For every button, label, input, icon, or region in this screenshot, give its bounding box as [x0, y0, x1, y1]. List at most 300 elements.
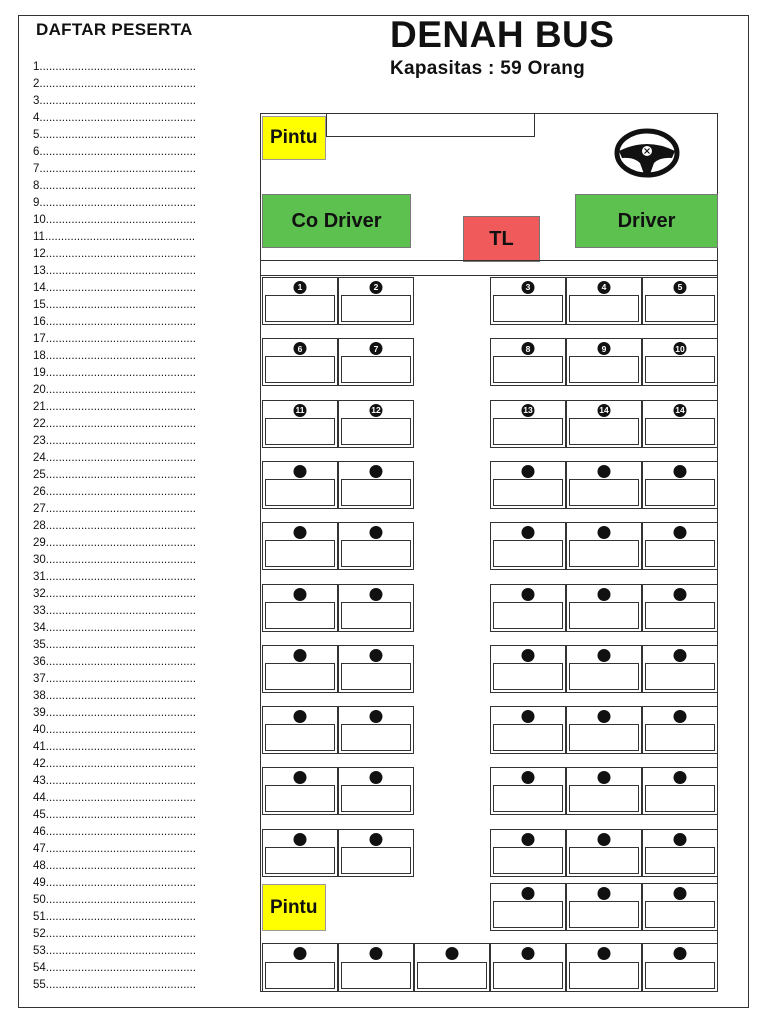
- participant-number: 32.: [33, 588, 49, 600]
- tour-leader-seat: TL: [463, 216, 540, 262]
- seat-number-badge: 13: [523, 404, 533, 415]
- back-row-seat: [262, 943, 338, 992]
- seat-cushion: [569, 785, 639, 812]
- passenger-seat: [642, 706, 718, 754]
- seat-number-badge: [522, 771, 535, 784]
- seat-number-badge: 1: [294, 281, 307, 294]
- seat-number-badge: [522, 526, 535, 539]
- participant-line: [33, 826, 196, 839]
- participant-blank: ................................................: [42, 112, 196, 124]
- passenger-seat: [490, 767, 566, 815]
- participant-number: 22.: [33, 418, 49, 430]
- seat-number-badge: [598, 710, 611, 723]
- participant-number: 13.: [33, 265, 49, 277]
- participant-number: 7.: [33, 163, 43, 175]
- participant-line: [33, 758, 196, 771]
- participant-line: [33, 248, 196, 261]
- participant-blank: ..............................................: [49, 503, 196, 515]
- participant-number: 41.: [33, 741, 49, 753]
- seat-cushion: [569, 602, 639, 629]
- participant-line: [33, 95, 196, 108]
- participant-blank: ..............................................: [49, 877, 196, 889]
- passenger-seat: [338, 338, 414, 386]
- seat-number-badge: [522, 465, 535, 478]
- seat-cushion: [645, 295, 715, 322]
- passenger-seat: [338, 522, 414, 570]
- seat-cushion: [569, 540, 639, 567]
- seat-number-badge: [370, 526, 383, 539]
- seat-cushion: [265, 962, 335, 989]
- seat-cushion: [265, 295, 335, 322]
- participant-line: [33, 231, 195, 244]
- passenger-seat: [262, 829, 338, 877]
- participant-line: [33, 605, 196, 618]
- participant-blank: ..............................................: [49, 520, 196, 532]
- participant-number: 42.: [33, 758, 49, 770]
- seat-number-badge: [294, 833, 307, 846]
- participant-blank: ................................................: [42, 61, 196, 73]
- seat-cushion: [341, 295, 411, 322]
- participant-blank: ..............................................: [49, 622, 196, 634]
- seat-cushion: [341, 418, 411, 445]
- seat-cushion: [645, 479, 715, 506]
- participant-line: [33, 401, 196, 414]
- participant-number: 14.: [33, 282, 49, 294]
- front-door: Pintu: [262, 116, 326, 160]
- seat-number-badge: [674, 771, 687, 784]
- passenger-seat: [262, 400, 338, 448]
- participant-blank: ..............................................: [49, 588, 196, 600]
- participant-blank: ..............................................: [49, 945, 196, 957]
- participant-blank: ..............................................: [49, 486, 196, 498]
- participant-blank: ................................................: [42, 146, 196, 158]
- seat-number-badge: 7: [370, 342, 383, 355]
- participant-number: 36.: [33, 656, 49, 668]
- passenger-seat: [642, 883, 718, 931]
- participant-blank: ..............................................: [49, 775, 196, 787]
- passenger-seat: [566, 584, 642, 632]
- passenger-seat: [338, 584, 414, 632]
- participant-number: 39.: [33, 707, 49, 719]
- passenger-seat: [490, 645, 566, 693]
- participant-number: 11.: [33, 231, 49, 243]
- passenger-seat: [490, 584, 566, 632]
- passenger-seat: [566, 277, 642, 325]
- participant-blank: ..............................................: [49, 928, 196, 940]
- passenger-seat: [490, 338, 566, 386]
- seat-cushion: [493, 540, 563, 567]
- seat-cushion: [493, 663, 563, 690]
- passenger-seat: [262, 584, 338, 632]
- participant-number: 5.: [33, 129, 43, 141]
- passenger-seat: [262, 461, 338, 509]
- seat-cushion: [341, 785, 411, 812]
- seat-number-badge: [598, 947, 611, 960]
- seat-cushion: [341, 356, 411, 383]
- participant-blank: ................................................: [42, 95, 196, 107]
- participant-blank: ..............................................: [49, 673, 196, 685]
- participant-line: [33, 350, 196, 363]
- participant-line: [33, 486, 196, 499]
- participant-line: [33, 146, 196, 159]
- participant-number: 15.: [33, 299, 49, 311]
- seat-cushion: [493, 785, 563, 812]
- seat-cushion: [493, 602, 563, 629]
- participant-blank: ..............................................: [48, 231, 196, 243]
- passenger-seat: [642, 338, 718, 386]
- seat-cushion: [265, 479, 335, 506]
- back-row-seat: [338, 943, 414, 992]
- participant-line: [33, 520, 196, 533]
- participant-line: [33, 571, 196, 584]
- passenger-seat: [642, 400, 718, 448]
- participant-line: [33, 265, 196, 278]
- participant-blank: ..............................................: [49, 367, 196, 379]
- back-row-seat: [414, 943, 490, 992]
- seat-number-badge: 4: [598, 281, 611, 294]
- passenger-seat: [338, 645, 414, 693]
- seat-cushion: [493, 479, 563, 506]
- seat-number-badge: [674, 833, 687, 846]
- participant-number: 30.: [33, 554, 49, 566]
- seat-number-badge: [370, 947, 383, 960]
- participant-number: 4.: [33, 112, 43, 124]
- participant-blank: ..............................................: [49, 639, 196, 651]
- participant-number: 38.: [33, 690, 49, 702]
- participant-blank: ..............................................: [49, 401, 196, 413]
- participant-blank: ..............................................: [49, 571, 196, 583]
- participant-list-title: DAFTAR PESERTA: [36, 20, 193, 39]
- page-title: DENAH BUS: [390, 14, 615, 55]
- participant-blank: ..............................................: [49, 605, 196, 617]
- seat-cushion: [341, 663, 411, 690]
- participant-blank: ..............................................: [49, 656, 196, 668]
- seat-number-badge: [598, 588, 611, 601]
- participant-blank: ..............................................: [49, 962, 196, 974]
- seat-number-badge: 2: [370, 281, 383, 294]
- participant-line: [33, 112, 196, 125]
- participant-line: [33, 962, 196, 975]
- seat-cushion: [645, 663, 715, 690]
- participant-line: [33, 299, 196, 312]
- seat-number-badge: [598, 526, 611, 539]
- seat-cushion: [493, 847, 563, 874]
- seat-number-badge: 10: [675, 343, 685, 354]
- seat-cushion: [645, 962, 715, 989]
- participant-blank: ..............................................: [49, 741, 196, 753]
- back-row-seat: [566, 943, 642, 992]
- participant-number: 47.: [33, 843, 49, 855]
- seat-number-badge: [598, 649, 611, 662]
- seat-cushion: [569, 479, 639, 506]
- participant-line: [33, 911, 196, 924]
- participant-line: [33, 928, 196, 941]
- passenger-seat: [566, 883, 642, 931]
- seat-cushion: [645, 540, 715, 567]
- passenger-seat: [566, 522, 642, 570]
- participant-line: [33, 197, 196, 210]
- participant-number: 23.: [33, 435, 49, 447]
- participant-line: [33, 384, 196, 397]
- participant-line: [33, 61, 196, 74]
- seat-cushion: [569, 418, 639, 445]
- participant-number: 29.: [33, 537, 49, 549]
- seat-cushion: [569, 295, 639, 322]
- participant-number: 10.: [33, 214, 49, 226]
- seat-number-badge: [598, 771, 611, 784]
- participant-number: 21.: [33, 401, 49, 413]
- participant-line: [33, 979, 196, 992]
- passenger-seat: [262, 338, 338, 386]
- participant-line: [33, 554, 196, 567]
- participant-blank: ..............................................: [49, 843, 196, 855]
- seat-cushion: [569, 663, 639, 690]
- participant-blank: ..............................................: [49, 214, 196, 226]
- seat-cushion: [569, 847, 639, 874]
- seat-cushion: [265, 785, 335, 812]
- participant-blank: ................................................: [42, 163, 196, 175]
- participant-line: [33, 78, 196, 91]
- participant-line: [33, 503, 196, 516]
- participant-line: [33, 214, 196, 227]
- seat-cushion: [265, 602, 335, 629]
- participant-line: [33, 418, 196, 431]
- passenger-seat: [566, 338, 642, 386]
- participant-number: 28.: [33, 520, 49, 532]
- passenger-seat: [490, 461, 566, 509]
- seat-cushion: [265, 663, 335, 690]
- participant-line: [33, 741, 196, 754]
- passenger-seat: [490, 829, 566, 877]
- seat-cushion: [341, 479, 411, 506]
- seat-cushion: [645, 356, 715, 383]
- participant-line: [33, 690, 196, 703]
- passenger-seat: [566, 400, 642, 448]
- seat-cushion: [265, 847, 335, 874]
- seat-number-badge: [674, 710, 687, 723]
- seat-number-badge: [294, 649, 307, 662]
- passenger-seat: [262, 767, 338, 815]
- seat-number-badge: 11: [295, 404, 305, 415]
- participant-line: [33, 792, 196, 805]
- participant-number: 54.: [33, 962, 49, 974]
- passenger-seat: [262, 645, 338, 693]
- seat-number-badge: 6: [294, 342, 307, 355]
- seat-cushion: [645, 785, 715, 812]
- seat-number-badge: [674, 465, 687, 478]
- seat-number-badge: [522, 887, 535, 900]
- seat-number-badge: 8: [522, 342, 535, 355]
- seat-number-badge: [370, 465, 383, 478]
- seat-number-badge: [370, 710, 383, 723]
- passenger-seat: [262, 522, 338, 570]
- seat-number-badge: [370, 771, 383, 784]
- participant-blank: ................................................: [42, 180, 196, 192]
- participant-number: 25.: [33, 469, 49, 481]
- passenger-seat: [338, 706, 414, 754]
- participant-line: [33, 452, 196, 465]
- seat-number-badge: [370, 649, 383, 662]
- seat-cushion: [645, 847, 715, 874]
- passenger-seat: [262, 706, 338, 754]
- participant-blank: ..............................................: [49, 435, 196, 447]
- seat-cushion: [341, 962, 411, 989]
- participant-blank: ..............................................: [49, 707, 196, 719]
- seat-number-badge: [294, 465, 307, 478]
- seat-cushion: [645, 418, 715, 445]
- participant-line: [33, 894, 196, 907]
- passenger-seat: [642, 829, 718, 877]
- seat-number-badge: 14: [675, 404, 685, 415]
- seat-cushion: [645, 724, 715, 751]
- participant-blank: ..............................................: [49, 979, 196, 991]
- co-driver-seat: Co Driver: [262, 194, 411, 248]
- participant-number: 49.: [33, 877, 49, 889]
- participant-blank: ..............................................: [49, 911, 196, 923]
- seat-number-badge: [674, 526, 687, 539]
- passenger-seat: [490, 706, 566, 754]
- participant-number: 55.: [33, 979, 49, 991]
- passenger-seat: [566, 706, 642, 754]
- front-divider: [260, 260, 718, 276]
- passenger-seat: [642, 522, 718, 570]
- participant-line: [33, 163, 196, 176]
- seat-cushion: [417, 962, 487, 989]
- passenger-seat: [642, 277, 718, 325]
- passenger-seat: [338, 829, 414, 877]
- seat-number-badge: [294, 710, 307, 723]
- seat-cushion: [493, 418, 563, 445]
- participant-number: 37.: [33, 673, 49, 685]
- seat-cushion: [569, 356, 639, 383]
- seat-cushion: [265, 540, 335, 567]
- back-row-seat: [490, 943, 566, 992]
- participant-blank: ..............................................: [49, 792, 196, 804]
- seat-cushion: [493, 356, 563, 383]
- participant-blank: ..............................................: [49, 333, 196, 345]
- participant-number: 9.: [33, 197, 43, 209]
- seat-number-badge: [446, 947, 459, 960]
- bus-layout: [260, 113, 718, 992]
- seat-number-badge: [674, 947, 687, 960]
- passenger-seat: [566, 461, 642, 509]
- participant-number: 26.: [33, 486, 49, 498]
- participant-number: 40.: [33, 724, 49, 736]
- seat-number-badge: 3: [522, 281, 535, 294]
- participant-blank: ..............................................: [49, 265, 196, 277]
- seat-number-badge: 9: [598, 342, 611, 355]
- participant-blank: ..............................................: [49, 299, 196, 311]
- participant-line: [33, 724, 196, 737]
- participant-number: 6.: [33, 146, 43, 158]
- seat-number-badge: [294, 947, 307, 960]
- passenger-seat: [490, 522, 566, 570]
- seat-cushion: [569, 962, 639, 989]
- passenger-seat: [566, 645, 642, 693]
- participant-number: 31.: [33, 571, 49, 583]
- participant-line: [33, 588, 196, 601]
- participant-number: 33.: [33, 605, 49, 617]
- participant-line: [33, 656, 196, 669]
- participant-line: [33, 945, 196, 958]
- participant-blank: ..............................................: [49, 809, 196, 821]
- door-step-outline: [326, 114, 535, 137]
- participant-line: [33, 775, 196, 788]
- participant-blank: ..............................................: [49, 316, 196, 328]
- participant-blank: ................................................: [42, 197, 196, 209]
- participant-blank: ..............................................: [49, 452, 196, 464]
- seat-cushion: [493, 901, 563, 928]
- capacity-label: Kapasitas : 59 Orang: [390, 58, 586, 79]
- participant-line: [33, 809, 196, 822]
- participant-line: [33, 843, 196, 856]
- seat-number-badge: [598, 833, 611, 846]
- seat-number-badge: [370, 833, 383, 846]
- participant-line: [33, 469, 196, 482]
- seat-cushion: [493, 295, 563, 322]
- participant-blank: ..............................................: [49, 554, 196, 566]
- passenger-seat: [566, 829, 642, 877]
- participant-blank: ................................................: [42, 78, 196, 90]
- steering-wheel-icon: [614, 127, 680, 179]
- participant-number: 1.: [33, 61, 43, 73]
- seat-number-badge: 5: [674, 281, 687, 294]
- participant-line: [33, 435, 196, 448]
- driver-seat: Driver: [575, 194, 718, 248]
- participant-blank: ..............................................: [49, 860, 196, 872]
- seat-number-badge: [674, 649, 687, 662]
- participant-number: 51.: [33, 911, 49, 923]
- passenger-seat: [490, 883, 566, 931]
- seat-number-badge: [370, 588, 383, 601]
- participant-number: 8.: [33, 180, 43, 192]
- seat-cushion: [569, 724, 639, 751]
- participant-blank: ..............................................: [49, 537, 196, 549]
- seat-number-badge: [522, 833, 535, 846]
- participant-number: 2.: [33, 78, 43, 90]
- seat-number-badge: [674, 588, 687, 601]
- seat-cushion: [493, 962, 563, 989]
- passenger-seat: [642, 767, 718, 815]
- participant-number: 17.: [33, 333, 49, 345]
- passenger-seat: [338, 767, 414, 815]
- passenger-seat: [566, 767, 642, 815]
- participant-blank: ..............................................: [49, 690, 196, 702]
- participant-number: 43.: [33, 775, 49, 787]
- seat-cushion: [493, 724, 563, 751]
- passenger-seat: [338, 277, 414, 325]
- participant-blank: ..............................................: [49, 894, 196, 906]
- seat-cushion: [341, 847, 411, 874]
- participant-blank: ..............................................: [49, 350, 196, 362]
- participant-line: [33, 877, 196, 890]
- participant-line: [33, 316, 196, 329]
- participant-number: 45.: [33, 809, 49, 821]
- seat-number-badge: [522, 710, 535, 723]
- participant-blank: ..............................................: [49, 418, 196, 430]
- participant-blank: ..............................................: [49, 758, 196, 770]
- seat-cushion: [645, 602, 715, 629]
- participant-number: 12.: [33, 248, 49, 260]
- participant-line: [33, 537, 196, 550]
- participant-blank: ..............................................: [49, 384, 196, 396]
- seat-number-badge: [598, 465, 611, 478]
- seat-number-badge: [598, 887, 611, 900]
- seat-cushion: [265, 724, 335, 751]
- seat-number-badge: [522, 649, 535, 662]
- back-row-seat: [642, 943, 718, 992]
- participant-number: 35.: [33, 639, 49, 651]
